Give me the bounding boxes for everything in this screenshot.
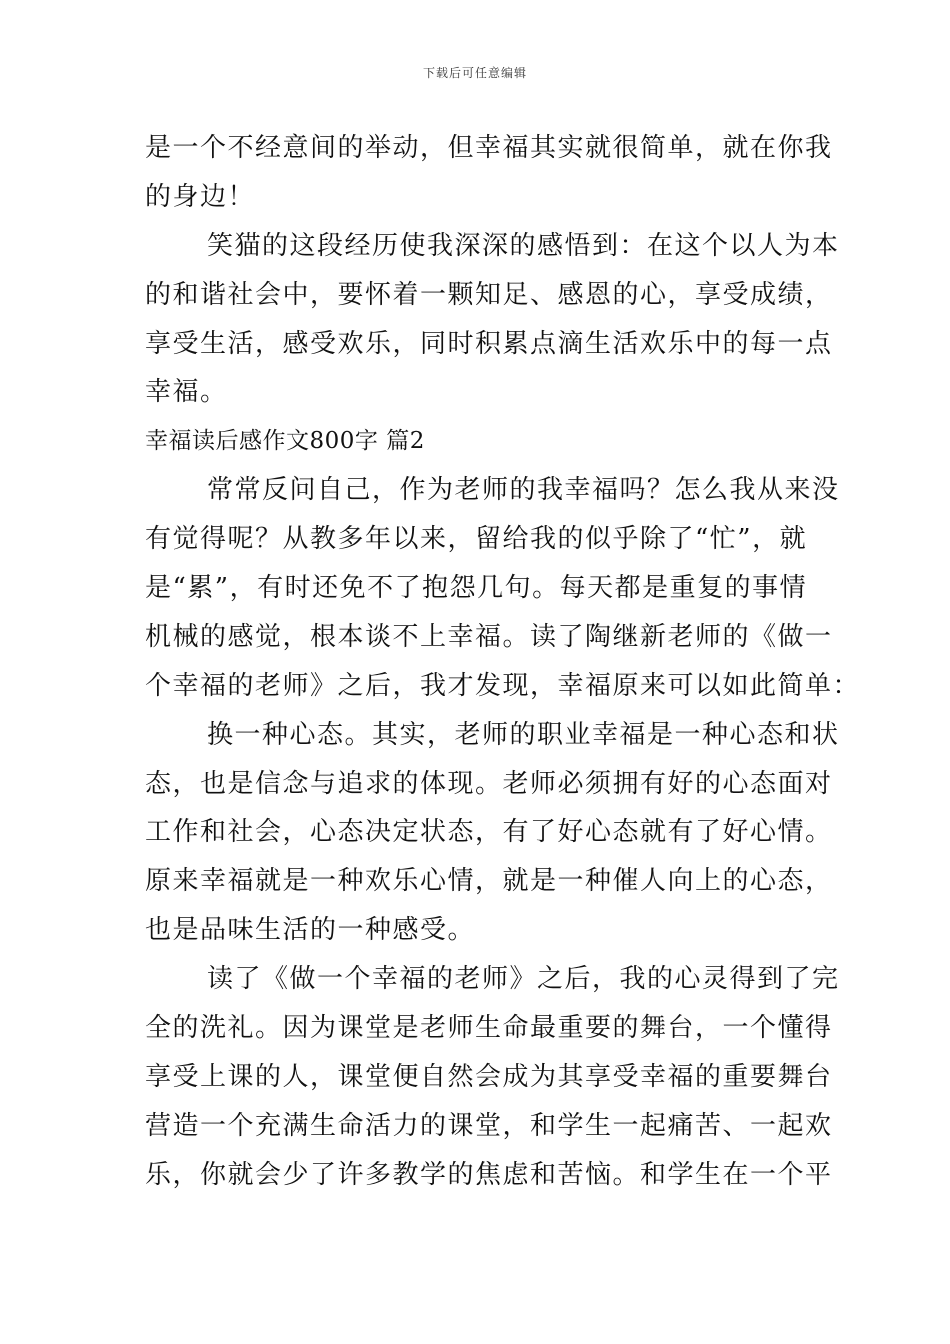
text-line: 享受生活，感受欢乐，同时积累点滴生活欢乐中的每一点 [145, 328, 833, 359]
text-line: 享受上课的人，课堂便自然会成为其享受幸福的重要舞台 [145, 1061, 833, 1092]
text-line: 的身边！ [145, 181, 256, 212]
text-line: 幸福。 [145, 377, 228, 408]
document-body [145, 124, 861, 1200]
paragraph-start-line: 换一种心态。其实，老师的职业幸福是一种心态和状 [207, 719, 840, 750]
section-heading: 幸福读后感作文800字 篇2 [145, 428, 425, 455]
text-line: 是一个不经意间的举动，但幸福其实就很简单，就在你我 [145, 133, 833, 163]
text-line: 的和谐社会中，要怀着一颗知足、感恩的心，享受成绩， [145, 279, 833, 310]
text-line: 个幸福的老师》之后，我才发现，幸福原来可以如此简单： [145, 670, 861, 701]
page-header-note: 下载后可任意编辑 [422, 66, 527, 80]
paragraph-start-line: 常常反问自己，作为老师的我幸福吗？怎么我从来没 [207, 475, 840, 506]
text-line: 工作和社会，心态决定状态，有了好心态就有了好心情。 [145, 817, 833, 848]
text-line: 机械的感觉，根本谈不上幸福。读了陶继新老师的《做一 [145, 621, 833, 652]
text-line: 乐，你就会少了许多教学的焦虑和苦恼。和学生在一个平 [145, 1159, 833, 1190]
text-line: 也是品味生活的一种感受。 [145, 915, 476, 946]
text-line: 态，也是信念与追求的体现。老师必须拥有好的心态面对 [145, 768, 833, 799]
text-line: 全的洗礼。因为课堂是老师生命最重要的舞台，一个懂得 [145, 1013, 833, 1044]
text-line: 是“累”，有时还免不了抱怨几句。每天都是重复的事情 [145, 573, 808, 604]
text-line: 营造一个充满生命活力的课堂，和学生一起痛苦、一起欢 [145, 1110, 833, 1141]
paragraph-start-line: 笑猫的这段经历使我深深的感悟到：在这个以人为本 [207, 230, 840, 261]
text-line: 有觉得呢？从教多年以来，留给我的似乎除了“忙”，就 [145, 524, 808, 555]
paragraph-start-line: 读了《做一个幸福的老师》之后，我的心灵得到了完 [207, 964, 840, 995]
text-line: 原来幸福就是一种欢乐心情，就是一种催人向上的心态， [145, 866, 833, 897]
